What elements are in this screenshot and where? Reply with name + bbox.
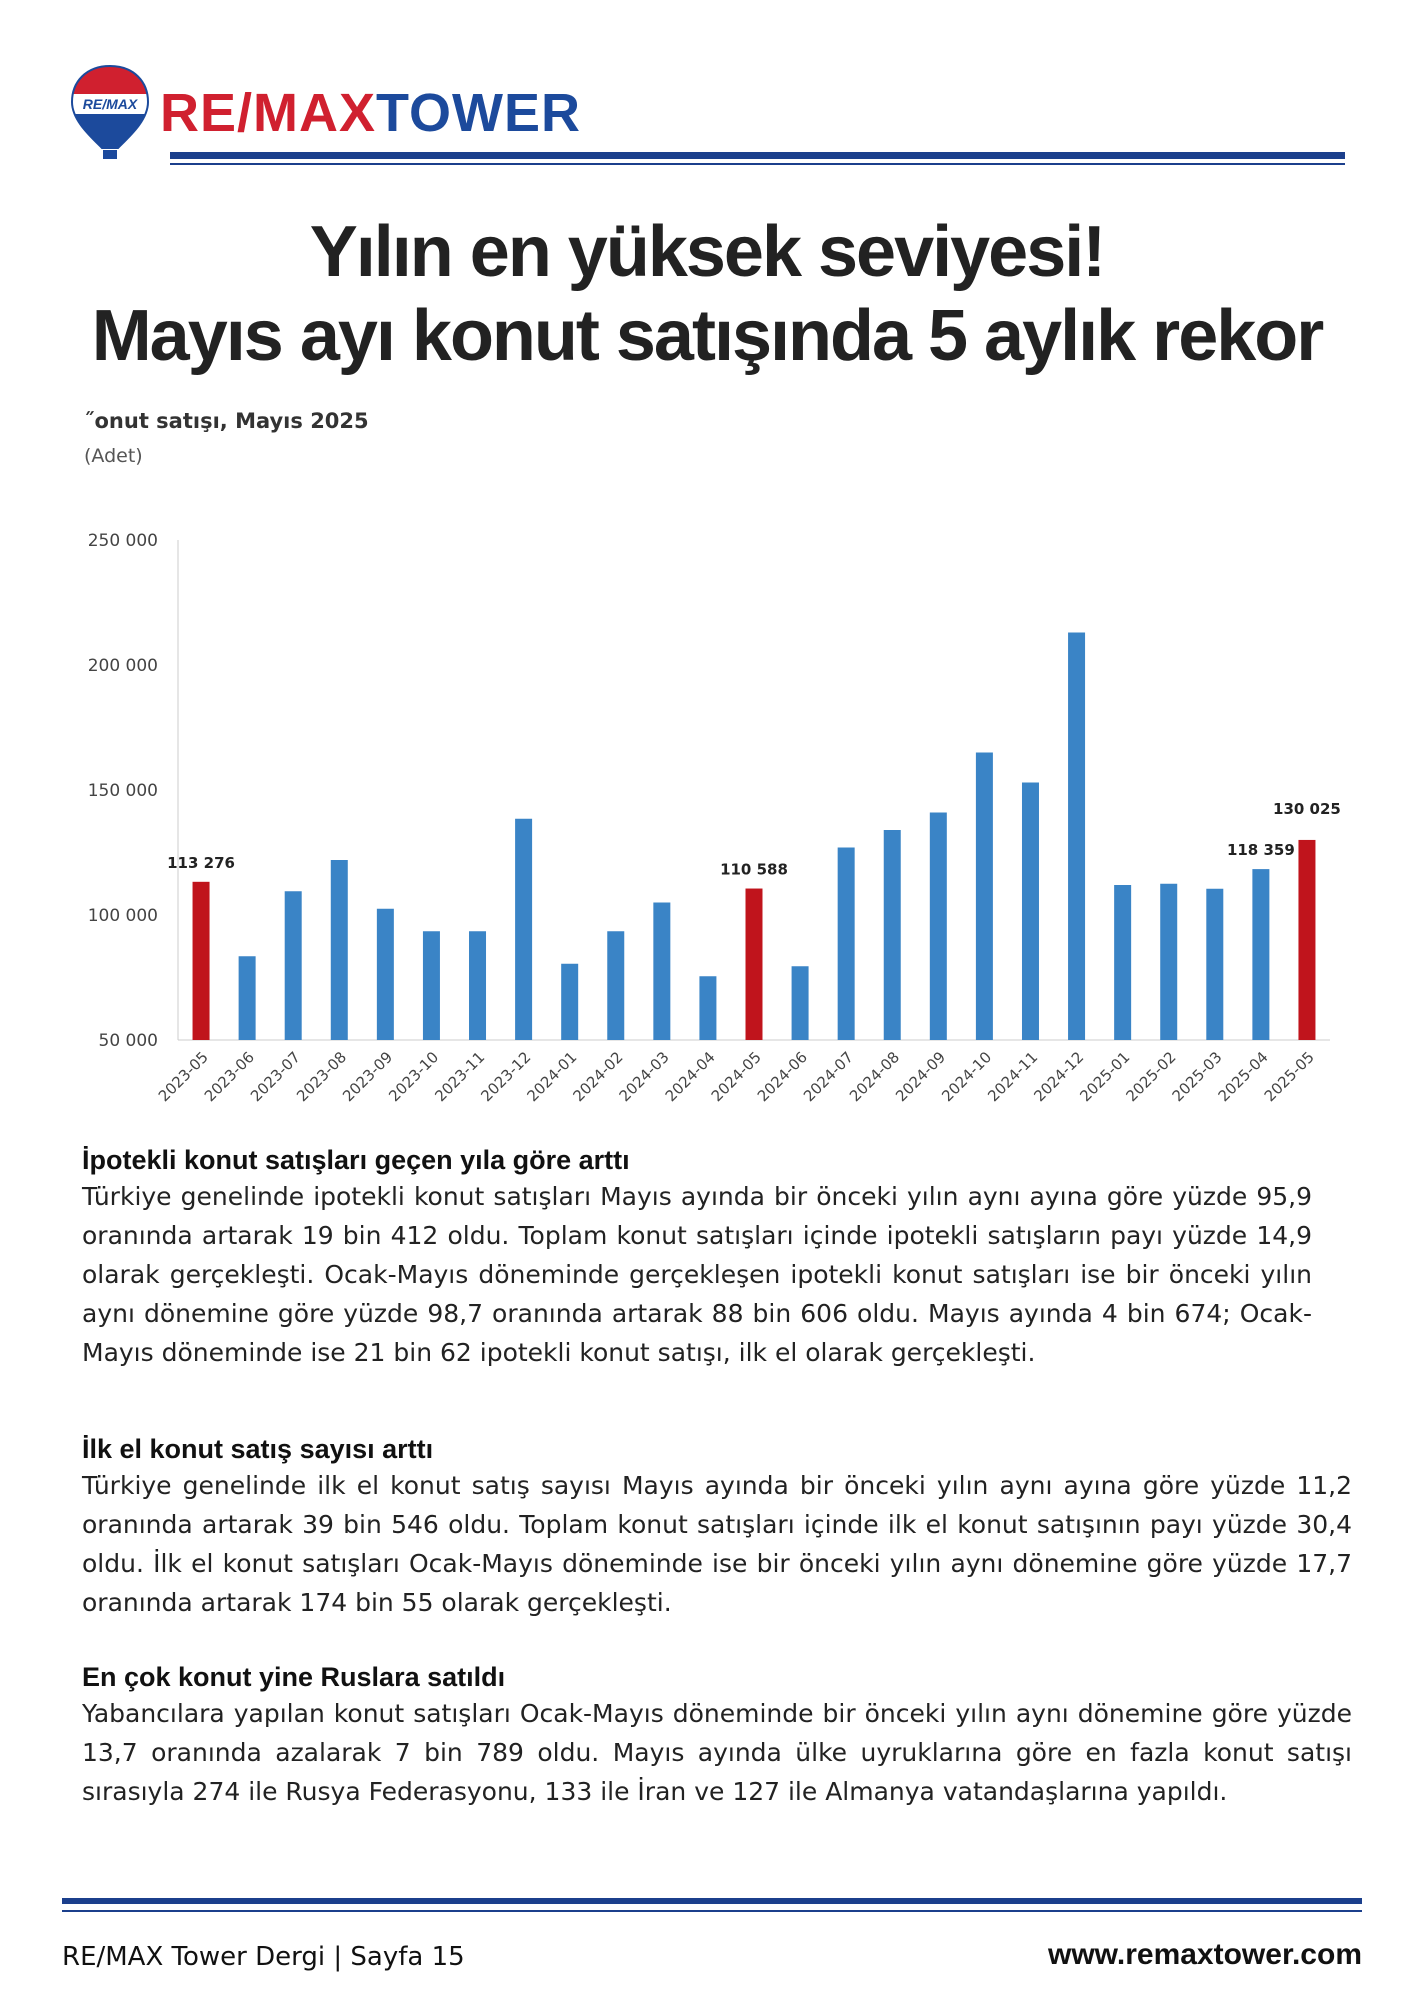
x-tick-label: 2024-12 [1030, 1048, 1088, 1106]
footer-website-link[interactable]: www.remaxtower.com [1047, 1938, 1362, 1971]
x-tick-label: 2025-01 [1076, 1048, 1134, 1106]
chart-svg [40, 400, 1360, 1120]
section-mortgage [82, 1143, 1312, 1372]
logo-lettering: RE/MAX [82, 96, 138, 112]
brand-tower: TOWER [376, 83, 582, 143]
x-tick-label: 2023-11 [431, 1048, 489, 1106]
bar-2024-09 [930, 813, 947, 1041]
section-foreign [82, 1660, 1352, 1811]
headline-line-1: Yılın en yüksek seviyesi! [309, 212, 1105, 292]
section-first-hand [82, 1432, 1352, 1622]
x-tick-label: 2023-06 [200, 1048, 258, 1106]
bar-2024-11 [1022, 783, 1039, 1041]
bar-2024-12 [1068, 633, 1085, 1041]
bar-2023-05 [193, 882, 210, 1040]
bar-2023-07 [285, 891, 302, 1040]
bar-2025-05 [1298, 840, 1315, 1040]
bar-2025-01 [1114, 885, 1131, 1040]
section-body: Türkiye genelinde ipotekli konut satışları Mayıs ayında bir önceki yılın aynı ayına göre yüzde 95,9 oranında artarak 19 bin 412 oldu. Toplam konut satışları içinde ipotekli satışların payı yüzde 14,9 olarak gerçekleşti. Ocak-Mayıs döneminde gerçekleşen ipotekli konut satışları ise bir önceki yılın aynı dönemine göre yüzde 98,7 oranında artarak 88 bin 606 oldu. Mayıs ayında 4 bin 674; Ocak-Mayıs döneminde ise 21 bin 62 ipotekli konut satışı, ilk el olarak gerçekleşti. [82, 1182, 1312, 1367]
footer-magazine-page: RE/MAX Tower Dergi | Sayfa 15 [62, 1942, 465, 1972]
x-tick-label: 2025-03 [1168, 1048, 1226, 1106]
bar-2025-02 [1160, 884, 1177, 1040]
bar-2024-08 [884, 830, 901, 1040]
bar-2023-06 [239, 956, 256, 1040]
x-tick-label: 2023-09 [339, 1048, 397, 1106]
chart-title: ˝onut satışı, Mayıs 2025 [84, 409, 369, 433]
x-tick-label: 2024-07 [799, 1048, 857, 1106]
x-tick-label: 2025-02 [1122, 1048, 1180, 1106]
section-title: En çok konut yine Ruslara satıldı [82, 1662, 506, 1692]
x-tick-label: 2024-02 [569, 1048, 627, 1106]
x-tick-label: 2024-05 [707, 1048, 765, 1106]
bar-2024-05 [746, 889, 763, 1040]
bar-2024-10 [976, 753, 993, 1041]
y-tick-label: 50 000 [98, 1031, 158, 1051]
x-tick-label: 2023-10 [385, 1048, 443, 1106]
x-tick-label: 2024-01 [523, 1048, 581, 1106]
x-tick-label: 2024-03 [615, 1048, 673, 1106]
housing-sales-chart [40, 400, 1360, 1120]
data-label-2025-04: 118 359 [1226, 841, 1295, 860]
section-body: Türkiye genelinde ilk el konut satış sayısı Mayıs ayında bir önceki yılın aynı ayına göre yüzde 11,2 oranında artarak 39 bin 546 oldu. Toplam konut satışları içinde ilk el konut satışının payı yüzde 30,4 oldu. İlk el konut satışları Ocak-Mayıs döneminde ise bir önceki yılın aynı dönemine göre yüzde 17,7 oranında artarak 174 bin 55 olarak gerçekleşti. [82, 1471, 1352, 1617]
x-tick-label: 2025-04 [1214, 1048, 1272, 1106]
footer-divider-thin [62, 1910, 1362, 1912]
bar-2023-09 [377, 909, 394, 1040]
x-tick-label: 2024-10 [938, 1048, 996, 1106]
brand-remax: RE/MAX [160, 83, 377, 143]
bar-2024-01 [561, 964, 578, 1040]
data-label-2025-05: 130 025 [1273, 799, 1341, 818]
y-tick-label: 200 000 [87, 656, 158, 676]
bar-2023-11 [469, 931, 486, 1040]
section-title: İpotekli konut satışları geçen yıla göre arttı [82, 1145, 630, 1175]
bar-2023-12 [515, 819, 532, 1040]
x-tick-label: 2025-05 [1260, 1048, 1318, 1106]
bar-2024-07 [838, 848, 855, 1041]
bar-2025-03 [1206, 889, 1223, 1040]
page-headline [40, 210, 1374, 378]
x-tick-label: 2024-04 [661, 1048, 719, 1106]
y-tick-label: 150 000 [87, 781, 158, 801]
x-tick-label: 2023-07 [246, 1048, 305, 1106]
x-tick-label: 2024-09 [892, 1048, 950, 1106]
bar-2023-10 [423, 931, 440, 1040]
x-tick-label: 2024-08 [846, 1048, 904, 1106]
x-tick-label: 2023-08 [293, 1048, 351, 1106]
bar-2023-08 [331, 860, 348, 1040]
brand-wordmark [160, 83, 582, 143]
section-body: Yabancılara yapılan konut satışları Ocak-Mayıs döneminde bir önceki yılın aynı dönemine göre yüzde 13,7 oranında azalarak 7 bin 789 oldu. Mayıs ayında ülke uyruklarına göre en fazla konut satışı sırasıyla 274 ile Rusya Federasyonu, 133 ile İran ve 127 ile Almanya vatandaşlarına yapıldı. [82, 1699, 1352, 1806]
x-tick-label: 2023-05 [154, 1048, 212, 1106]
y-tick-label: 100 000 [87, 906, 158, 926]
remax-balloon-logo [68, 62, 152, 172]
data-label-2023-05: 113 276 [167, 853, 235, 872]
bar-2025-04 [1252, 869, 1269, 1040]
bar-2024-03 [653, 903, 670, 1041]
x-tick-label: 2023-12 [477, 1048, 535, 1106]
bar-2024-02 [607, 931, 624, 1040]
y-tick-label: 250 000 [87, 531, 158, 551]
bar-2024-04 [699, 976, 716, 1040]
header-divider-thin [170, 163, 1345, 165]
header-divider [170, 152, 1345, 159]
x-tick-label: 2024-06 [753, 1048, 811, 1106]
x-tick-label: 2024-11 [984, 1048, 1042, 1106]
section-title: İlk el konut satış sayısı arttı [82, 1434, 434, 1464]
bar-2024-06 [792, 966, 809, 1040]
headline-line-2: Mayıs ayı konut satışında 5 aylık rekor [91, 296, 1323, 376]
data-label-2024-05: 110 588 [720, 860, 788, 879]
footer-divider [62, 1898, 1362, 1904]
chart-unit-label: (Adet) [84, 445, 143, 467]
